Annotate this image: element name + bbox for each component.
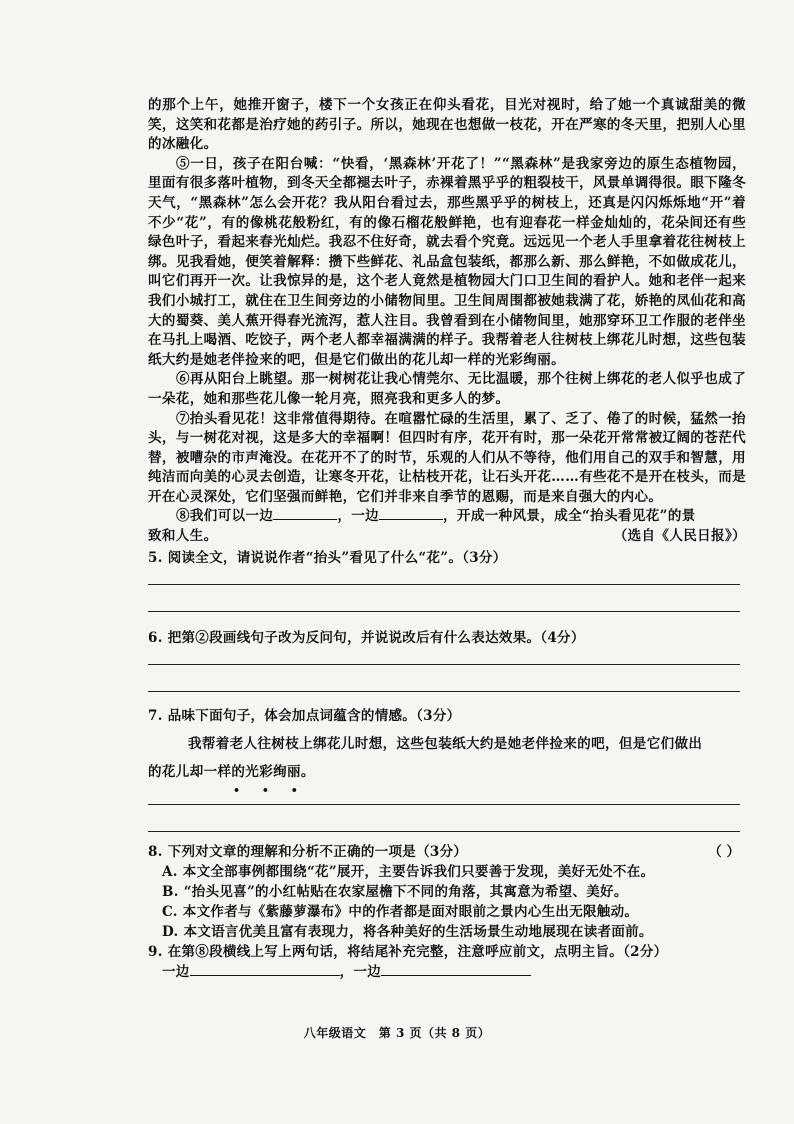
p8-text-b: ，一边: [337, 508, 380, 525]
question-7: 7. 品味下面句子，体会加点词蕴含的情感。（3分）: [148, 707, 461, 724]
q8-answer-paren[interactable]: （ ）: [708, 843, 740, 860]
p8-blank-2: [379, 507, 443, 520]
p8-end-row: [148, 527, 746, 547]
q8-option-c[interactable]: C. 本文作者与《紫藤萝瀑布》中的作者都是面对眼前之景内心生出无限触动。: [162, 903, 639, 920]
q9-answer-row: [162, 962, 746, 982]
q7-quote-line-2: 的花儿却一样的光彩绚丽。: [148, 763, 315, 780]
q8-option-a[interactable]: A. 本文全部事例都围绕“花”展开，主要告诉我们只要善于发现，美好无处不在。: [162, 863, 655, 880]
q7-answer-line-1[interactable]: [148, 804, 740, 805]
q8-option-b[interactable]: B. “抬头见喜”的小红帖贴在农家屋檐下不同的角落，其寓意为希望、美好。: [162, 883, 628, 900]
passage-paragraph-5: ⑤一日，孩子在阳台喊：“快看，‘黑森林’开花了！”“黑森林”是我家旁边的原生态植物园，里面有很多落叶植物，到冬天全都褪去叶子，赤裸着黑乎乎的粗裂枝干，风景单调得很。眼下隆冬天气，“黑森林”怎么会开花？我从阳台看过去，那些黑乎乎的树枝上，还真是闪闪烁烁地“开”着不少“花”，有的像桃花般粉红，有的像石榴花般鲜艳，也有迎春花一样金灿灿的，花朵间还有些绿色叶子，看起来春光灿烂。我忍不住好奇，就去看个究竟。远远见一个老人手里拿着花往树枝上绑。见我看她，便笑着解释：攒下些鲜花、礼品盒包装纸，都那么新、那么鲜艳，不如做成花儿，叫它们再开一次。让我惊异的是，这个老人竟然是植物园大门口卫生间的看护人。她和老伴一起来我们小城打工，就住在卫生间旁边的小储物间里。卫生间周围都被她栽满了花，娇艳的凤仙花和高大的蜀葵、美人蕉开得春光流泻，惹人注目。我曾看到在小储物间里，她那穿环卫工作服的老伴坐在马扎上喝酒、吃饺子，两个老人都幸福满满的样子。我帮着老人往树枝上绑花儿时想，这些包装纸大约是她老伴捡来的吧，但是它们做出的花儿却一样的光彩绚丽。: [148, 155, 746, 368]
source-citation: （选自《人民日报》）: [613, 528, 746, 545]
q5-answer-line-2[interactable]: [148, 611, 740, 612]
q9-text-a: 一边: [162, 963, 190, 980]
passage-paragraph-6: ⑥再从阳台上眺望。那一树树花让我心情莞尔、无比温暖，那个往树上绑花的老人似乎也成了一朵花，她和那些花儿像一轮月亮，照亮我和更多人的梦。: [148, 371, 746, 407]
q9-blank-2[interactable]: [381, 963, 531, 976]
q6-answer-line-2[interactable]: [148, 691, 740, 692]
page-footer: 八年级语文 第 3 页（共 8 页）: [303, 1026, 491, 1040]
p8-text-a: ⑧我们可以一边: [176, 508, 274, 525]
question-8-row: [148, 842, 746, 862]
q9-text-b: ，一边: [339, 963, 382, 980]
q6-answer-line-1[interactable]: [148, 664, 740, 665]
q5-answer-line-1[interactable]: [148, 584, 740, 585]
q7-quote-line-1: 我帮着老人往树枝上绑花儿时想，这些包装纸大约是她老伴捡来的吧，但是它们做出: [188, 735, 703, 752]
q8-option-d[interactable]: D. 本文语言优美且富有表现力，将各种美好的生活场景生动地展现在读者面前。: [162, 923, 653, 940]
p8-text-c: ，开成一种风景，成全“抬头看见花”的景: [443, 508, 696, 525]
q9-blank-1[interactable]: [190, 963, 340, 976]
q7-answer-line-2[interactable]: [148, 831, 740, 832]
passage-paragraph-7: ⑦抬头看见花！这非常值得期待。在喧嚣忙碌的生活里，累了、乏了、倦了的时候，猛然一抬头，与一树花对视，这是多大的幸福啊！但四时有序，花开有时，那一朵花开常常被辽阔的苍茫代替，被嘈杂的市声淹没。在花开不了的时节，乐观的人们从不等待，他们用自己的双手和智慧，用纯洁而向美的心灵去创造，让寒冬开花，让枯枝开花，让石头开花……有些花不是开在枝头，而是开在心灵深处，它们坚强而鲜艳，它们并非来自季节的恩赐，而是来自强大的内心。: [148, 410, 746, 505]
q7-emphasis-dots: • • •: [233, 783, 307, 797]
question-5: 5. 阅读全文，请说说作者“抬头”看见了什么“花”。（3分）: [148, 549, 507, 566]
passage-paragraph-8: [148, 507, 746, 527]
p8-blank-1: [273, 507, 337, 520]
question-6: 6. 把第②段画线句子改为反问句，并说说改后有什么表达效果。（4分）: [148, 629, 585, 646]
question-8: 8. 下列对文章的理解和分析不正确的一项是（3分）: [148, 843, 468, 860]
question-9: 9. 在第⑧段横线上写上两句话，将结尾补充完整，注意呼应前文，点明主旨。（2分）: [148, 943, 668, 960]
p8-text-d: 致和人生。: [148, 528, 218, 545]
q7-quote-block: [148, 734, 746, 797]
passage-intro-paragraph: 的那个上午，她推开窗子，楼下一个女孩正在仰头看花，目光对视时，给了她一个真诚甜美的微笑，这笑和花都是治疗她的药引子。所以，她现在也想做一枝花，开在严寒的冬天里，把别人心里的冰融化。: [148, 97, 746, 153]
